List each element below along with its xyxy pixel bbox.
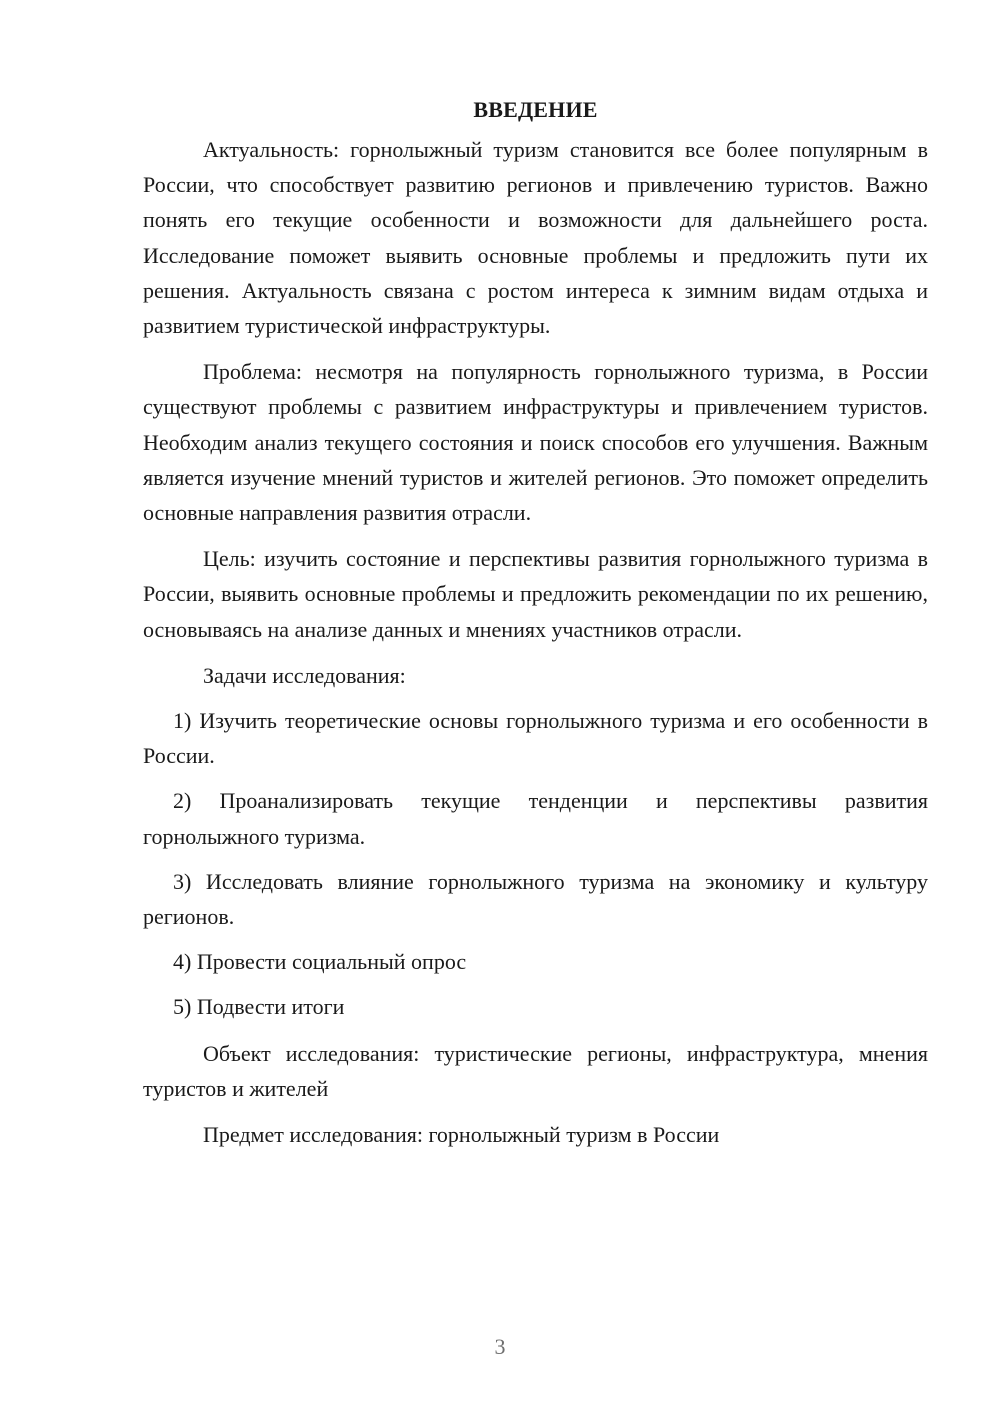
page-title: ВВЕДЕНИЕ: [473, 97, 598, 122]
goal-paragraph: Цель: изучить состояние и перспективы развития горнолыжного туризма в России, выявить основные проблемы и предложить рекомендации по их решению, основываясь на анализе данных и мнениях участников отрасли.: [143, 546, 928, 642]
document-page: [143, 92, 928, 1152]
task-item-5: 5) Подвести итоги: [173, 994, 345, 1020]
task-item-3: 3) Исследовать влияние горнолыжного туризма на экономику и культуру регионов.: [143, 868, 928, 930]
relevance-paragraph: Актуальность: горнолыжный туризм становится все более популярным в России, что способствует развитию регионов и привлечению туристов. Важно понять его текущие особенности и возможности для дальнейшего роста. Исследование поможет выявить основные проблемы и предложить пути их решения. Актуальность связана с ростом интереса к зимним видам отдыха и развитием туристической инфраструктуры.: [143, 137, 928, 339]
task-item-1: 1) Изучить теоретические основы горнолыжного туризма и его особенности в России.: [143, 708, 928, 769]
task-item-2: 2) Проанализировать текущие тенденции и перспективы развития горнолыжного туризма.: [143, 788, 928, 849]
task-item-4: 4) Провести социальный опрос: [173, 949, 467, 975]
object-paragraph: Объект исследования: туристические регионы, инфраструктура, мнения туристов и жителей: [143, 1040, 928, 1101]
tasks-intro: Задачи исследования:: [203, 662, 406, 688]
page-number: 3: [494, 1334, 506, 1359]
subject-paragraph: Предмет исследования: горнолыжный туризм в России: [203, 1122, 720, 1148]
tasks-list: [143, 703, 928, 1025]
problem-paragraph: Проблема: несмотря на популярность горнолыжного туризма, в России существуют проблемы с развитием инфраструктуры и привлечением туристов. Необходим анализ текущего состояния и поиск способов его улучшения. Важным является изучение мнений туристов и жителей регионов. Это поможет определить основные направления развития отрасли.: [143, 359, 928, 526]
